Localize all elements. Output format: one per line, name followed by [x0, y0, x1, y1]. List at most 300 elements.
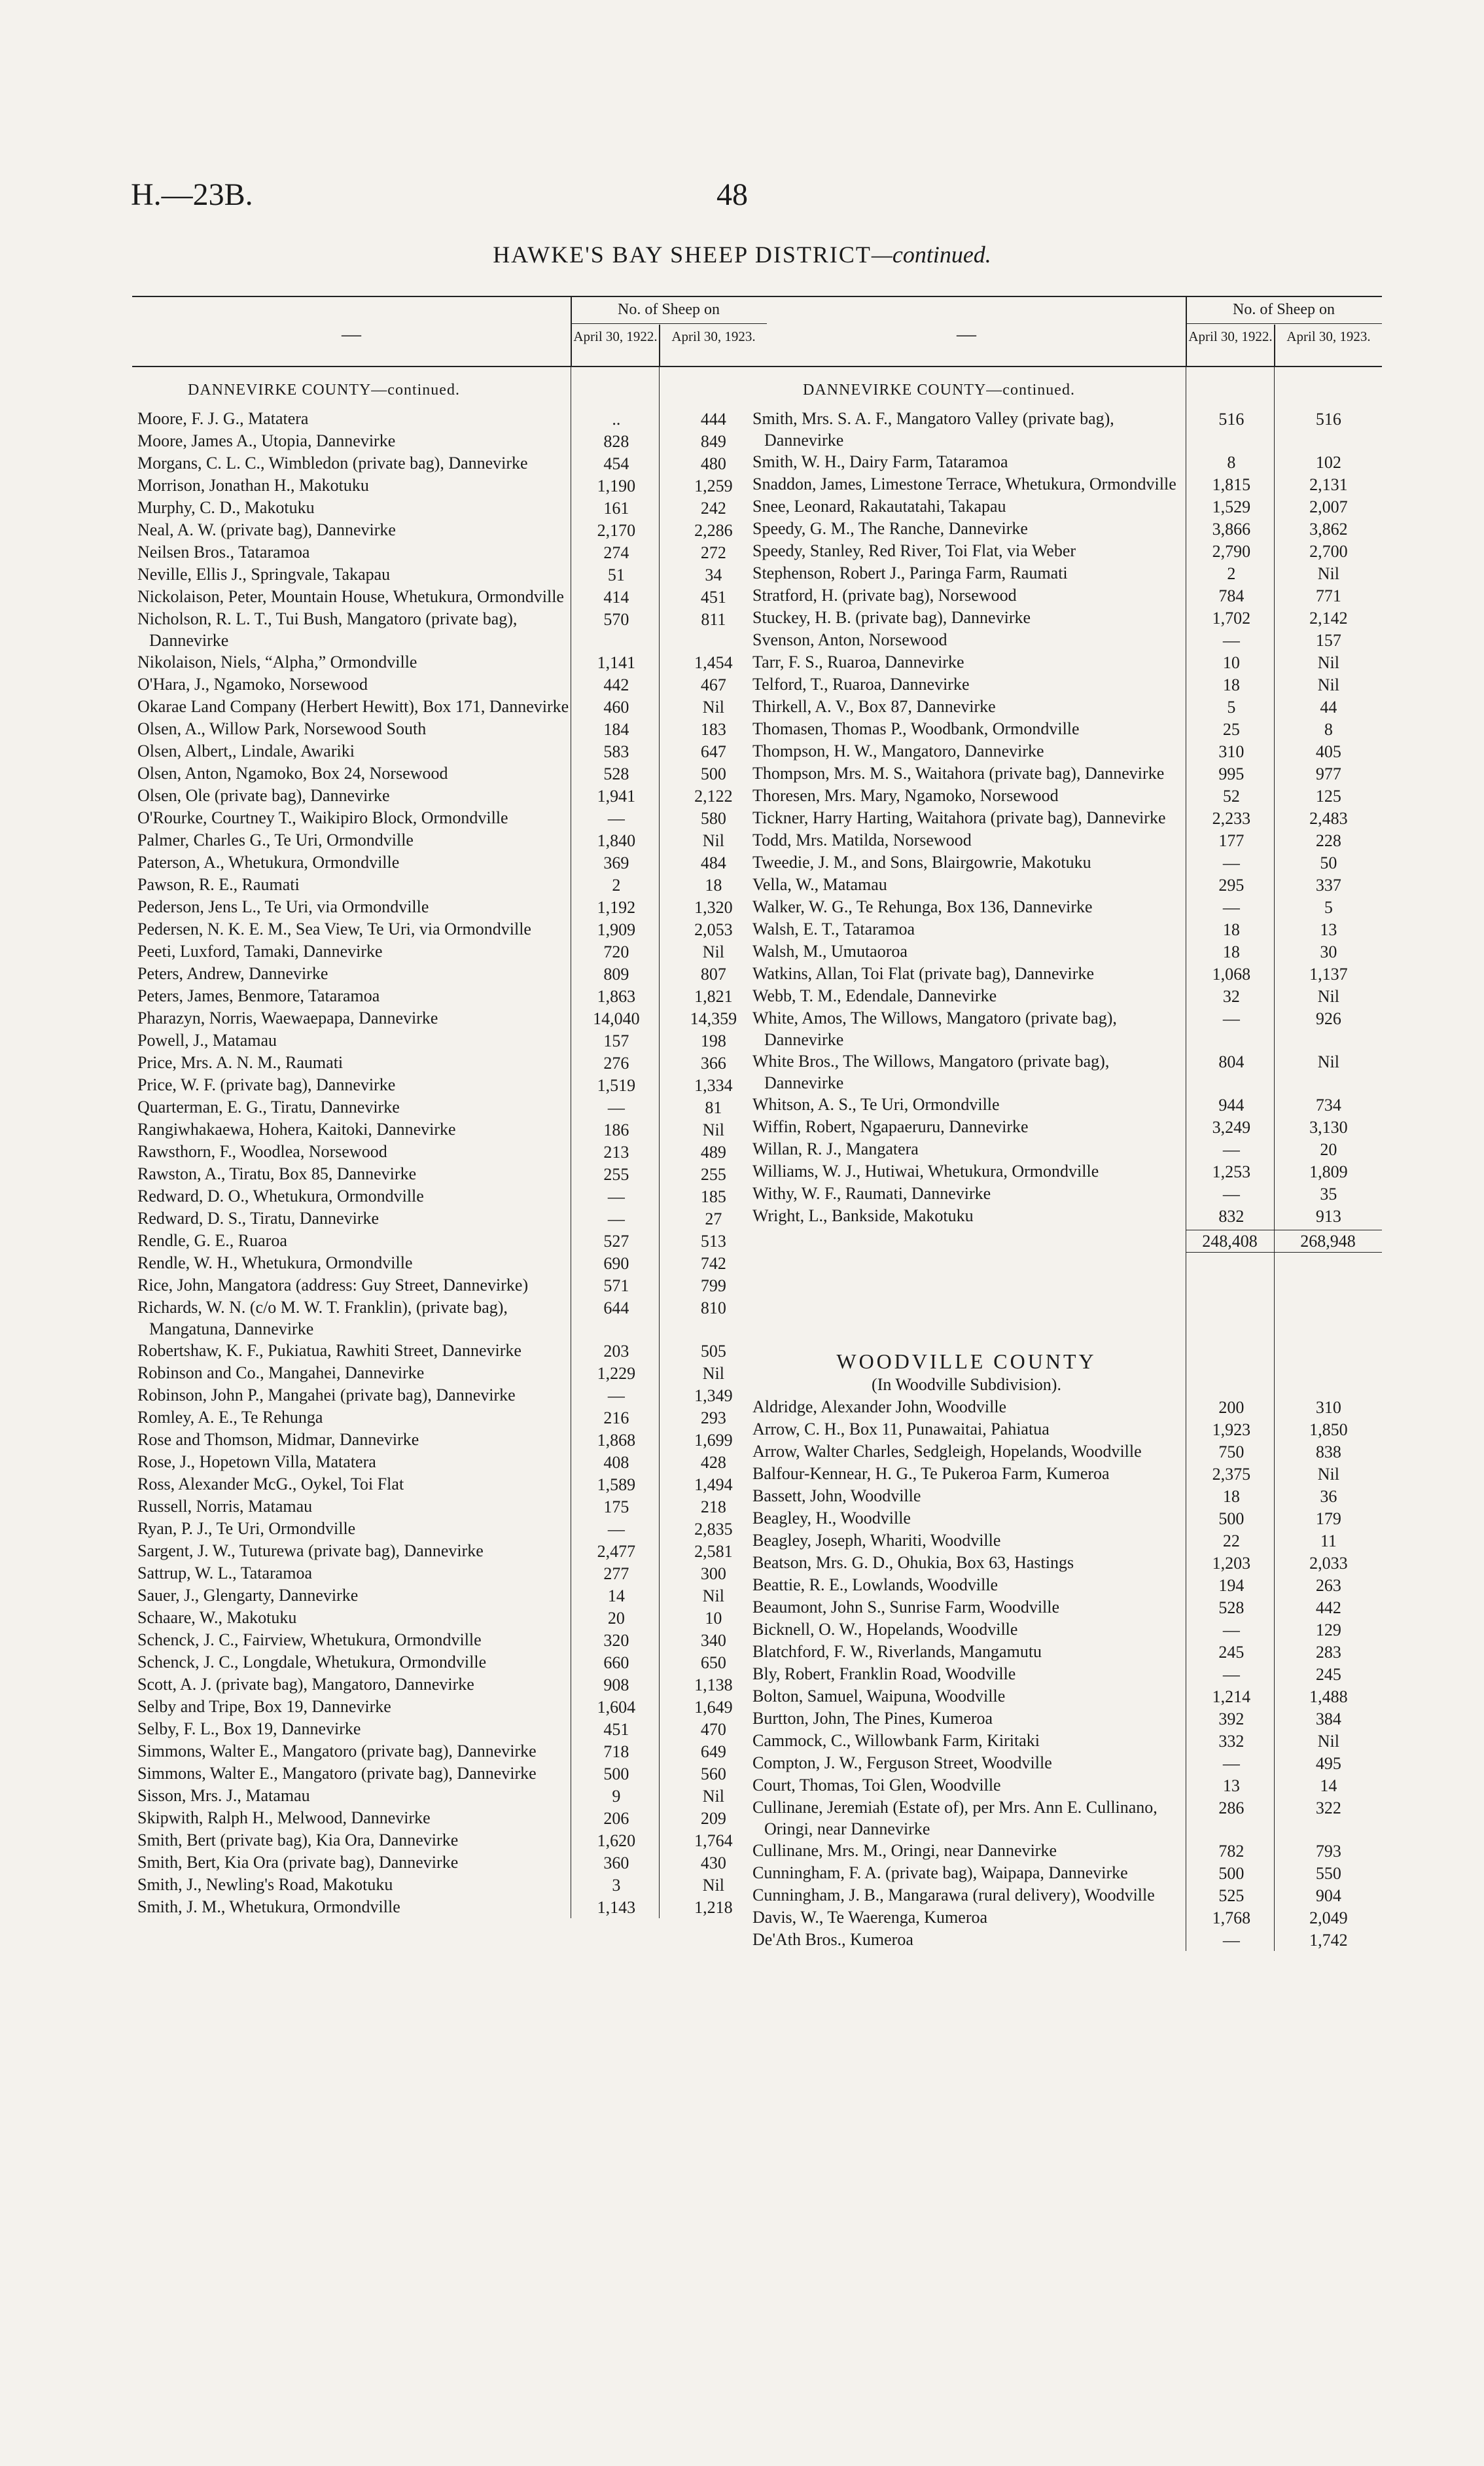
owner-name: Redward, D. S., Tiratu, Dannevirke	[137, 1209, 380, 1228]
sheep-1923: Nil	[702, 1787, 724, 1806]
owner-name: Quarterman, E. G., Tiratu, Dannevirke	[137, 1098, 400, 1117]
owner-name: Schenck, J. C., Longdale, Whetukura, Ormondville	[137, 1653, 487, 1671]
sheep-1922: —	[607, 1386, 625, 1405]
sheep-1922: 1,604	[597, 1698, 636, 1717]
sheep-1923: 30	[1320, 942, 1337, 961]
table-row	[747, 1596, 1382, 1618]
owner-name: Wright, L., Bankside, Makotuku	[752, 1206, 974, 1225]
sheep-1922: 1,519	[597, 1076, 636, 1095]
table-row	[747, 1862, 1382, 1884]
sheep-1923: 11	[1320, 1531, 1337, 1550]
sheep-1923: 2,131	[1309, 475, 1348, 494]
sheep-1923: Nil	[702, 1586, 724, 1605]
sheep-1922: 3,249	[1212, 1118, 1251, 1137]
sheep-1922: 809	[603, 965, 629, 984]
sheep-1923: 1,349	[694, 1386, 733, 1405]
table-row	[132, 1118, 767, 1141]
sheep-1923: 904	[1315, 1886, 1341, 1905]
sheep-1922: 1,909	[597, 920, 636, 939]
owner-name: Cunningham, F. A. (private bag), Waipapa, Dannevirke	[752, 1863, 1128, 1882]
sheep-1923: 198	[700, 1031, 726, 1050]
table-row	[747, 1752, 1382, 1774]
sheep-1923: 1,764	[694, 1831, 733, 1850]
sheep-1922: 1,702	[1212, 609, 1251, 628]
sheep-1923: 505	[700, 1342, 726, 1361]
owner-name: O'Hara, J., Ngamoko, Norsewood	[137, 675, 368, 694]
table-row	[132, 1829, 767, 1851]
owner-name: Ryan, P. J., Te Uri, Ormondville	[137, 1519, 356, 1538]
sheep-1923: 550	[1315, 1864, 1341, 1883]
sheep-1923: 1,259	[694, 476, 733, 495]
sheep-1923: 799	[700, 1276, 726, 1295]
table-row	[132, 696, 767, 718]
owner-name: Pawson, R. E., Raumati	[137, 875, 300, 894]
sheep-1922: 2	[1227, 564, 1236, 583]
sheep-1923: 293	[700, 1408, 726, 1427]
sheep-1923: 102	[1315, 453, 1341, 472]
sheep-1923: 771	[1315, 586, 1341, 605]
owner-name: Scott, A. J. (private bag), Mangatoro, Dannevirke	[137, 1675, 474, 1694]
sheep-1922: 18	[1222, 675, 1240, 694]
sheep-1922: 460	[603, 698, 629, 717]
owner-name: Beattie, R. E., Lowlands, Woodville	[752, 1575, 998, 1594]
sheep-1922: —	[1222, 631, 1240, 650]
owner-name: Snaddon, James, Limestone Terrace, Whetukura, Ormondville	[752, 474, 1176, 493]
owner-name: Burtton, John, The Pines, Kumeroa	[752, 1709, 993, 1728]
county-totals	[747, 1230, 1382, 1253]
sheep-1923: 442	[1315, 1598, 1341, 1617]
owner-name: Neilsen Bros., Tataramoa	[137, 543, 310, 562]
table-row	[132, 497, 767, 519]
sheep-1923: 810	[700, 1298, 726, 1317]
sheep-1923: Nil	[1317, 1052, 1339, 1071]
sheep-1923: 13	[1320, 920, 1337, 939]
sheep-1923: 228	[1315, 831, 1341, 850]
table-row	[132, 1252, 767, 1274]
sheep-1923: 2,122	[694, 787, 733, 806]
sheep-1922: 22	[1222, 1531, 1240, 1550]
sheep-1923: 480	[700, 454, 726, 473]
owner-name: Rice, John, Mangatora (address: Guy Street, Dannevirke)	[137, 1276, 529, 1295]
table-row	[747, 1205, 1382, 1227]
owner-name: Beatson, Mrs. G. D., Ohukia, Box 63, Hastings	[752, 1553, 1074, 1572]
table-row	[747, 1183, 1382, 1205]
right-table-body	[747, 367, 1382, 1951]
sheep-1923: Nil	[702, 698, 724, 717]
total-1922: 248,408	[1186, 1230, 1274, 1253]
table-row	[747, 562, 1382, 584]
sheep-1923: Nil	[702, 1364, 724, 1383]
sheep-1922: 18	[1222, 942, 1240, 961]
owner-name: Watkins, Allan, Toi Flat (private bag), Dannevirke	[752, 964, 1094, 983]
sheep-1922: 1,863	[597, 987, 636, 1006]
table-row	[747, 1050, 1382, 1094]
owner-name: Moore, James A., Utopia, Dannevirke	[137, 431, 396, 450]
owner-name: Withy, W. F., Raumati, Dannevirke	[752, 1184, 991, 1203]
sheep-1922: 660	[603, 1653, 629, 1672]
owner-name: Paterson, A., Whetukura, Ormondville	[137, 853, 400, 872]
sheep-1922: 2,233	[1212, 809, 1251, 828]
sheep-1923: 245	[1315, 1665, 1341, 1684]
owner-name: Bly, Robert, Franklin Road, Woodville	[752, 1664, 1016, 1683]
table-row	[747, 918, 1382, 940]
table-row	[747, 1884, 1382, 1906]
sheep-1922: —	[1222, 1009, 1240, 1028]
county-heading: DANNEVIRKE COUNTY—continued.	[188, 382, 460, 399]
header-sub-rule	[1186, 323, 1382, 324]
sheep-1922: 528	[603, 764, 629, 783]
sheep-1923: 516	[1315, 410, 1341, 429]
sheep-1923: 125	[1315, 787, 1341, 806]
sheep-1922: 20	[607, 1609, 625, 1628]
sheep-1922: 644	[603, 1298, 629, 1317]
table-row	[132, 1584, 767, 1607]
owner-name: Smith, J. M., Whetukura, Ormondville	[137, 1897, 400, 1916]
table-row	[132, 718, 767, 740]
sheep-1923: Nil	[702, 1876, 724, 1895]
owner-name: Cunningham, J. B., Mangarawa (rural delivery), Woodville	[752, 1885, 1155, 1904]
owner-name: Rangiwhakaewa, Hohera, Kaitoki, Dannevirke	[137, 1120, 456, 1139]
table-row	[132, 1274, 767, 1296]
sheep-1922: —	[1222, 1620, 1240, 1639]
sheep-1922: 255	[603, 1165, 629, 1184]
owner-name: Nikolaison, Niels, “Alpha,” Ormondville	[137, 652, 417, 671]
table-row	[747, 1529, 1382, 1552]
table-row	[747, 1007, 1382, 1050]
sheep-1923: 14	[1320, 1776, 1337, 1795]
table-row	[132, 1562, 767, 1584]
sheep-1922: 690	[603, 1254, 629, 1273]
sheep-1923: 1,218	[694, 1898, 733, 1917]
owner-name: O'Rourke, Courtney T., Waikipiro Block, Ormondville	[137, 808, 508, 827]
table-row	[132, 940, 767, 963]
table-row	[132, 1495, 767, 1518]
owner-name: Morrison, Jonathan H., Makotuku	[137, 476, 369, 495]
sheep-1922: 25	[1222, 720, 1240, 739]
sheep-1923: 451	[700, 588, 726, 607]
sheep-1923: 14,359	[690, 1009, 737, 1028]
owner-name: Bicknell, O. W., Hopelands, Woodville	[752, 1620, 1018, 1639]
owner-name: Blatchford, F. W., Riverlands, Mangamutu	[752, 1642, 1042, 1661]
owner-name: Walker, W. G., Te Rehunga, Box 136, Dannevirke	[752, 897, 1093, 916]
left-column	[132, 296, 767, 1918]
sheep-count-header: No. of Sheep on	[618, 301, 720, 318]
sheep-1923: 2,049	[1309, 1908, 1348, 1927]
owner-name: Davis, W., Te Waerenga, Kumeroa	[752, 1908, 988, 1927]
sheep-1922: 392	[1218, 1709, 1245, 1728]
sheep-1922: 18	[1222, 1487, 1240, 1506]
sheep-1922: 157	[603, 1031, 629, 1050]
sheep-1923: 977	[1315, 764, 1341, 783]
sheep-1922: 1,620	[597, 1831, 636, 1850]
table-row	[132, 1673, 767, 1696]
owner-name: Sattrup, W. L., Tataramoa	[137, 1564, 313, 1582]
table-row	[132, 874, 767, 896]
sheep-1922: 9	[612, 1787, 621, 1806]
sheep-1923: 44	[1320, 698, 1337, 717]
sheep-1923: 650	[700, 1653, 726, 1672]
sheep-1922: 1,253	[1212, 1162, 1251, 1181]
sheep-1922: 3,866	[1212, 520, 1251, 539]
sheep-1922: 1,214	[1212, 1687, 1251, 1706]
sheep-1923: 310	[1315, 1398, 1341, 1417]
table-row	[747, 473, 1382, 495]
sheep-1923: 242	[700, 499, 726, 518]
owner-name: Svenson, Anton, Norsewood	[752, 630, 947, 649]
table-row	[747, 829, 1382, 851]
sheep-1922: 516	[1218, 410, 1245, 429]
name-column-header: —	[957, 323, 976, 345]
sheep-1923: 263	[1315, 1576, 1341, 1595]
sheep-1922: —	[607, 1209, 625, 1228]
table-row	[132, 740, 767, 762]
sheep-1922: 14	[607, 1586, 625, 1605]
sheep-count-header: No. of Sheep on	[1233, 301, 1335, 318]
table-row	[132, 1141, 767, 1163]
table-row	[132, 1874, 767, 1896]
sheep-1922: 525	[1218, 1886, 1245, 1905]
col-1923-header: April 30, 1923.	[1286, 329, 1371, 344]
sheep-1922: 828	[603, 432, 629, 451]
table-row	[132, 1762, 767, 1785]
owner-name: Robinson, John P., Mangahei (private bag), Dannevirke	[137, 1385, 516, 1404]
sheep-1922: 527	[603, 1232, 629, 1251]
report-code: H.—23B.	[131, 177, 253, 212]
sheep-1922: —	[1222, 1665, 1240, 1684]
table-row	[747, 1507, 1382, 1529]
owner-name: Cullinane, Mrs. M., Oringi, near Dannevirke	[752, 1841, 1057, 1860]
sheep-1922: 216	[603, 1408, 629, 1427]
owner-name: Selby and Tripe, Box 19, Dannevirke	[137, 1697, 391, 1716]
sheep-1922: 2,375	[1212, 1465, 1251, 1484]
sheep-1922: 245	[1218, 1643, 1245, 1662]
owner-name: Bolton, Samuel, Waipuna, Woodville	[752, 1687, 1006, 1706]
sheep-1922: 277	[603, 1564, 629, 1583]
owner-name: Pharazyn, Norris, Waewaepapa, Dannevirke	[137, 1009, 438, 1028]
sheep-1922: 186	[603, 1120, 629, 1139]
county-heading-woodville: WOODVILLE COUNTY	[836, 1349, 1097, 1373]
subdivision-note: (In Woodville Subdivision).	[872, 1375, 1061, 1394]
column-divider	[659, 367, 660, 1918]
owner-name: Price, W. F. (private bag), Dannevirke	[137, 1075, 396, 1094]
sheep-1922: 274	[603, 543, 629, 562]
sheep-1922: 10	[1222, 653, 1240, 672]
table-row	[747, 1730, 1382, 1752]
owner-name: Compton, J. W., Ferguson Street, Woodville	[752, 1753, 1052, 1772]
table-row	[132, 1230, 767, 1252]
right-rows	[747, 408, 1382, 1227]
sheep-1923: Nil	[1317, 987, 1339, 1006]
owner-name: Thomasen, Thomas P., Woodbank, Ormondville	[752, 719, 1080, 738]
sheep-1923: 283	[1315, 1643, 1341, 1662]
table-row	[132, 1096, 767, 1118]
owner-name: Olsen, Anton, Ngamoko, Box 24, Norsewood	[137, 764, 448, 783]
sheep-1922: 1,868	[597, 1431, 636, 1450]
sheep-1923: 209	[700, 1809, 726, 1828]
owner-name: Beagley, H., Woodville	[752, 1509, 911, 1528]
sheep-1923: 838	[1315, 1442, 1341, 1461]
sheep-1923: 5	[1324, 898, 1333, 917]
sheep-1922: 200	[1218, 1398, 1245, 1417]
owner-name: Thirkell, A. V., Box 87, Dannevirke	[752, 697, 996, 716]
sheep-1923: 560	[700, 1764, 726, 1783]
owner-name: Telford, T., Ruaroa, Dannevirke	[752, 675, 970, 694]
table-row	[132, 1696, 767, 1718]
owner-name: Cammock, C., Willowbank Farm, Kiritaki	[752, 1731, 1040, 1750]
table-row	[132, 1052, 767, 1074]
sheep-1922: 500	[1218, 1864, 1245, 1883]
table-row	[747, 1160, 1382, 1183]
county-heading: DANNEVIRKE COUNTY—continued.	[803, 382, 1075, 399]
sheep-1922: —	[607, 1098, 625, 1117]
sheep-1922: 13	[1222, 1776, 1240, 1795]
sheep-1923: 2,033	[1309, 1554, 1348, 1573]
sheep-1923: 129	[1315, 1620, 1341, 1639]
sheep-1922: 310	[1218, 742, 1245, 761]
owner-name: Nickolaison, Peter, Mountain House, Whetukura, Ormondville	[137, 587, 564, 606]
owner-name: Neville, Ellis J., Springvale, Takapau	[137, 565, 391, 584]
table-row	[747, 1138, 1382, 1160]
sheep-1923: 1,850	[1309, 1420, 1348, 1439]
owner-name: Peeti, Luxford, Tamaki, Dannevirke	[137, 942, 383, 961]
sheep-1922: 1,923	[1212, 1420, 1251, 1439]
owner-name: Wiffin, Robert, Ngapaeruru, Dannevirke	[752, 1117, 1029, 1136]
owner-name: Todd, Mrs. Matilda, Norsewood	[752, 831, 972, 849]
sheep-1923: 734	[1315, 1096, 1341, 1115]
owner-name: Court, Thomas, Toi Glen, Woodville	[752, 1776, 1001, 1795]
sheep-1923: 34	[705, 565, 722, 584]
sheep-1922: —	[1222, 1140, 1240, 1159]
owner-name: Stratford, H. (private bag), Norsewood	[752, 586, 1017, 605]
owner-name: Schenck, J. C., Fairview, Whetukura, Ormondville	[137, 1630, 482, 1649]
sheep-1922: 177	[1218, 831, 1245, 850]
sheep-1923: 849	[700, 432, 726, 451]
sheep-1923: 1,320	[694, 898, 733, 917]
owner-name: Stephenson, Robert J., Paringa Farm, Raumati	[752, 563, 1068, 582]
table-row	[132, 1607, 767, 1629]
table-row	[747, 851, 1382, 874]
sheep-1923: 185	[700, 1187, 726, 1206]
sheep-1923: Nil	[1317, 653, 1339, 672]
owner-name: Walsh, M., Umutaoroa	[752, 942, 908, 961]
table-row	[132, 519, 767, 541]
sheep-1922: 2,790	[1212, 542, 1251, 561]
owner-name: Richards, W. N. (c/o M. W. T. Franklin), (private bag), Mangatuna, Dannevirke	[137, 1298, 508, 1338]
sheep-1923: 489	[700, 1143, 726, 1162]
table-row	[747, 1707, 1382, 1730]
table-row	[132, 563, 767, 586]
sheep-1923: 580	[700, 809, 726, 828]
table-row	[132, 1518, 767, 1540]
table-row	[747, 629, 1382, 651]
table-row	[747, 1641, 1382, 1663]
sheep-1923: 366	[700, 1054, 726, 1073]
table-row	[747, 1552, 1382, 1574]
sheep-1923: 484	[700, 853, 726, 872]
owner-name: Rawsthorn, F., Woodlea, Norsewood	[137, 1142, 387, 1161]
sheep-1922: 1,190	[597, 476, 636, 495]
sheep-1923: 300	[700, 1564, 726, 1583]
table-row	[132, 762, 767, 785]
table-row	[747, 1418, 1382, 1440]
sheep-1923: 2,483	[1309, 809, 1348, 828]
table-row	[747, 1663, 1382, 1685]
sheep-1923: 500	[700, 764, 726, 783]
table-row	[132, 1540, 767, 1562]
sheep-1922: ..	[612, 410, 621, 429]
sheep-1923: 467	[700, 675, 726, 694]
sheep-1923: 3,862	[1309, 520, 1348, 539]
owner-name: Nicholson, R. L. T., Tui Bush, Mangatoro (private bag), Dannevirke	[137, 609, 518, 650]
owner-name: Robinson and Co., Mangahei, Dannevirke	[137, 1363, 425, 1382]
table-row	[747, 874, 1382, 896]
woodville-rows	[747, 1396, 1382, 1951]
table-row	[132, 651, 767, 673]
sheep-1923: 3,130	[1309, 1118, 1348, 1137]
sheep-1922: 583	[603, 742, 629, 761]
sheep-1922: 571	[603, 1276, 629, 1295]
sheep-1923: 1,454	[694, 653, 733, 672]
table-row	[132, 963, 767, 985]
owner-name: Olsen, Ole (private bag), Dannevirke	[137, 786, 390, 805]
table-row	[132, 408, 767, 430]
table-row	[132, 1807, 767, 1829]
sheep-1922: —	[1222, 1754, 1240, 1773]
table-header	[132, 297, 767, 366]
owner-name: Whitson, A. S., Te Uri, Ormondville	[752, 1095, 1000, 1114]
sheep-1923: 430	[700, 1853, 726, 1872]
sheep-1923: Nil	[1317, 1465, 1339, 1484]
sheep-1922: 570	[603, 610, 629, 629]
sheep-1923: 384	[1315, 1709, 1341, 1728]
owner-name: Robertshaw, K. F., Pukiatua, Rawhiti Street, Dannevirke	[137, 1341, 521, 1360]
table-row	[132, 1029, 767, 1052]
header-sub-rule	[571, 323, 767, 324]
left-rows	[132, 408, 767, 1918]
sheep-1922: 2,477	[597, 1542, 636, 1561]
table-row	[747, 807, 1382, 829]
owner-name: Smith, Bert, Kia Ora (private bag), Dannevirke	[137, 1853, 459, 1872]
sheep-1923: 647	[700, 742, 726, 761]
sheep-1922: —	[607, 1520, 625, 1539]
owner-name: Rendle, G. E., Ruaroa	[137, 1231, 287, 1250]
right-column	[747, 296, 1382, 1951]
sheep-1922: 1,768	[1212, 1908, 1251, 1927]
sheep-1923: 1,821	[694, 987, 733, 1006]
sheep-1922: 276	[603, 1054, 629, 1073]
col-1922-header: April 30, 1922.	[1188, 329, 1273, 344]
sheep-1922: 295	[1218, 876, 1245, 895]
sheep-1922: 908	[603, 1675, 629, 1694]
table-row	[747, 451, 1382, 473]
sheep-1922: 1,068	[1212, 965, 1251, 984]
owner-name: Walsh, E. T., Tataramoa	[752, 920, 915, 938]
table-row	[132, 1451, 767, 1473]
sheep-1922: 451	[603, 1720, 629, 1739]
table-row	[132, 1785, 767, 1807]
sheep-1923: 2,007	[1309, 497, 1348, 516]
sheep-1923: 1,699	[694, 1431, 733, 1450]
sheep-1922: 1,143	[597, 1898, 636, 1917]
table-row	[747, 1094, 1382, 1116]
table-row	[747, 673, 1382, 696]
owner-name: Smith, W. H., Dairy Farm, Tataramoa	[752, 452, 1008, 471]
sheep-1922: 1,203	[1212, 1554, 1251, 1573]
owner-name: Thompson, H. W., Mangatoro, Dannevirke	[752, 742, 1044, 760]
sheep-1923: 157	[1315, 631, 1341, 650]
table-row	[747, 1463, 1382, 1485]
sheep-1923: 1,334	[694, 1076, 733, 1095]
